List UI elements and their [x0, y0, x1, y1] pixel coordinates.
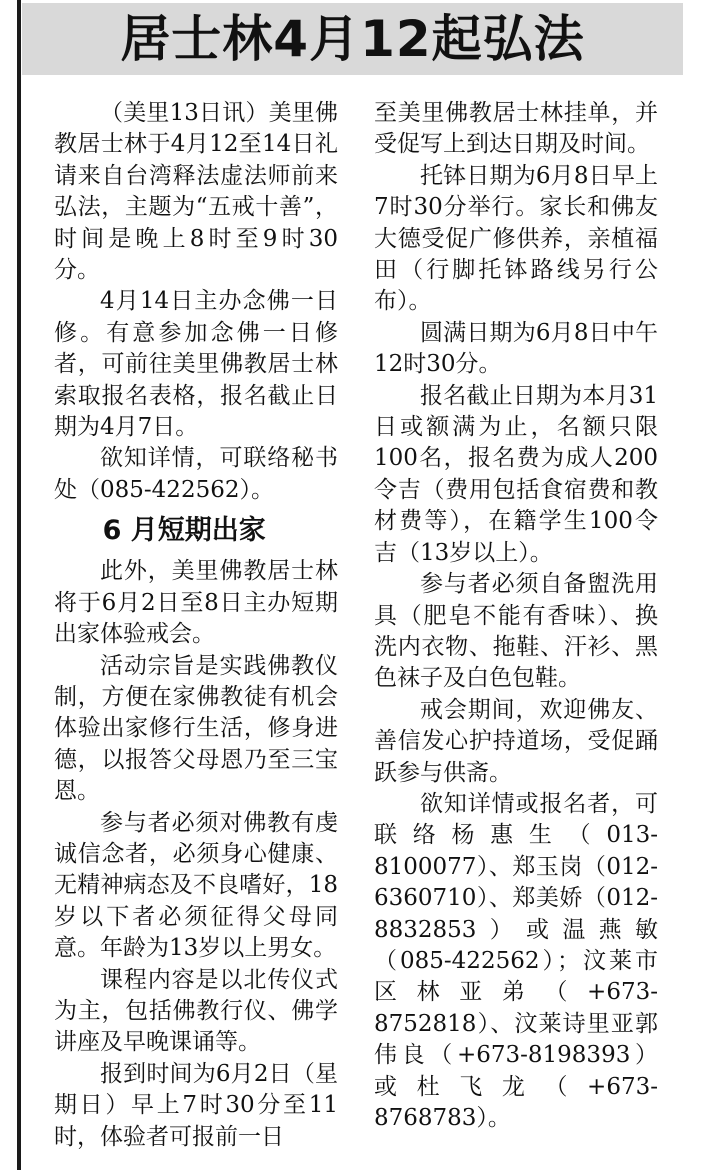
paragraph-contacts: 欲知详情或报名者，可联络杨惠生（013-8100077）、郑玉岗（012-6360710）、郑美娇（012-8832853）或温燕敏（085-422562）；汶莱市区林亚弟（+673-8752818）、汶莱诗里亚郭伟良（+673-8198393）或杜飞龙（+673-8768783）。	[374, 790, 658, 1131]
paragraph-registration-time: 报到时间为6月2日（星期日）早上7时30分至11时，体验者可报前一日	[54, 1060, 338, 1150]
paragraph-almsround: 托钵日期为6月8日早上7时30分举行。家长和佛友大德受促广修供养，亲植福田（行脚托钵路线另行公布）。	[374, 162, 658, 315]
paragraph-continuation: 至美里佛教居士林挂单，并受促写上到达日期及时间。	[374, 100, 658, 158]
left-border-rule	[17, 0, 21, 1170]
paragraph-intro: （美里13日讯）美里佛教居士林于4月12至14日礼请来自台湾释法虚法师前来弘法，主题为“五戒十善”，时间是晚上8时至9时30分。	[54, 100, 338, 284]
paragraph-contact-secretary: 欲知详情，可联络秘书处（085-422562）。	[54, 445, 338, 503]
subheading: 6 月短期出家	[102, 515, 266, 547]
paragraph-offerings: 戒会期间，欢迎佛友、善信发心护持道场，受促踊跃参与供斋。	[374, 696, 658, 786]
paragraph-purpose: 活动宗旨是实践佛教仪制，方便在家佛教徒有机会体验出家修行生活，修身进德，以报答父母恩乃至三宝恩。	[54, 652, 338, 805]
headline: 居士林4月12起弘法	[120, 10, 585, 68]
paragraph-retreat-intro: 此外，美里佛教居士林将于6月2日至8日主办短期出家体验戒会。	[54, 558, 338, 648]
paragraph-curriculum: 课程内容是以北传仪式为主，包括佛教行仪、佛学讲座及早晚课诵等。	[54, 966, 338, 1056]
article-column-left	[54, 98, 338, 1170]
paragraph-eligibility: 参与者必须对佛教有虔诚信念者，必须身心健康、无精神病态及不良嗜好，18岁以下者必须征得父母同意。年龄为13岁以上男女。	[54, 809, 338, 962]
paragraph-deadline-fees: 报名截止日期为本月31日或额满为止，名额只限100名，报名费为成人200令吉（费用包括食宿费和教材费等），在籍学生100令吉（13岁以上）。	[374, 382, 658, 566]
paragraph-completion: 圆满日期为6月8日中午12时30分。	[374, 319, 658, 378]
paragraph-items-to-bring: 参与者必须自备盥洗用具（肥皂不能有香味）、换洗内衣物、拖鞋、汗衫、黑色袜子及白色包鞋。	[374, 571, 658, 692]
article-column-right	[374, 98, 658, 1170]
headline-banner	[22, 3, 683, 75]
paragraph-nianfo: 4月14日主办念佛一日修。有意参加念佛一日修者，可前往美里佛教居士林索取报名表格，报名截止日期为4月7日。	[54, 288, 338, 441]
